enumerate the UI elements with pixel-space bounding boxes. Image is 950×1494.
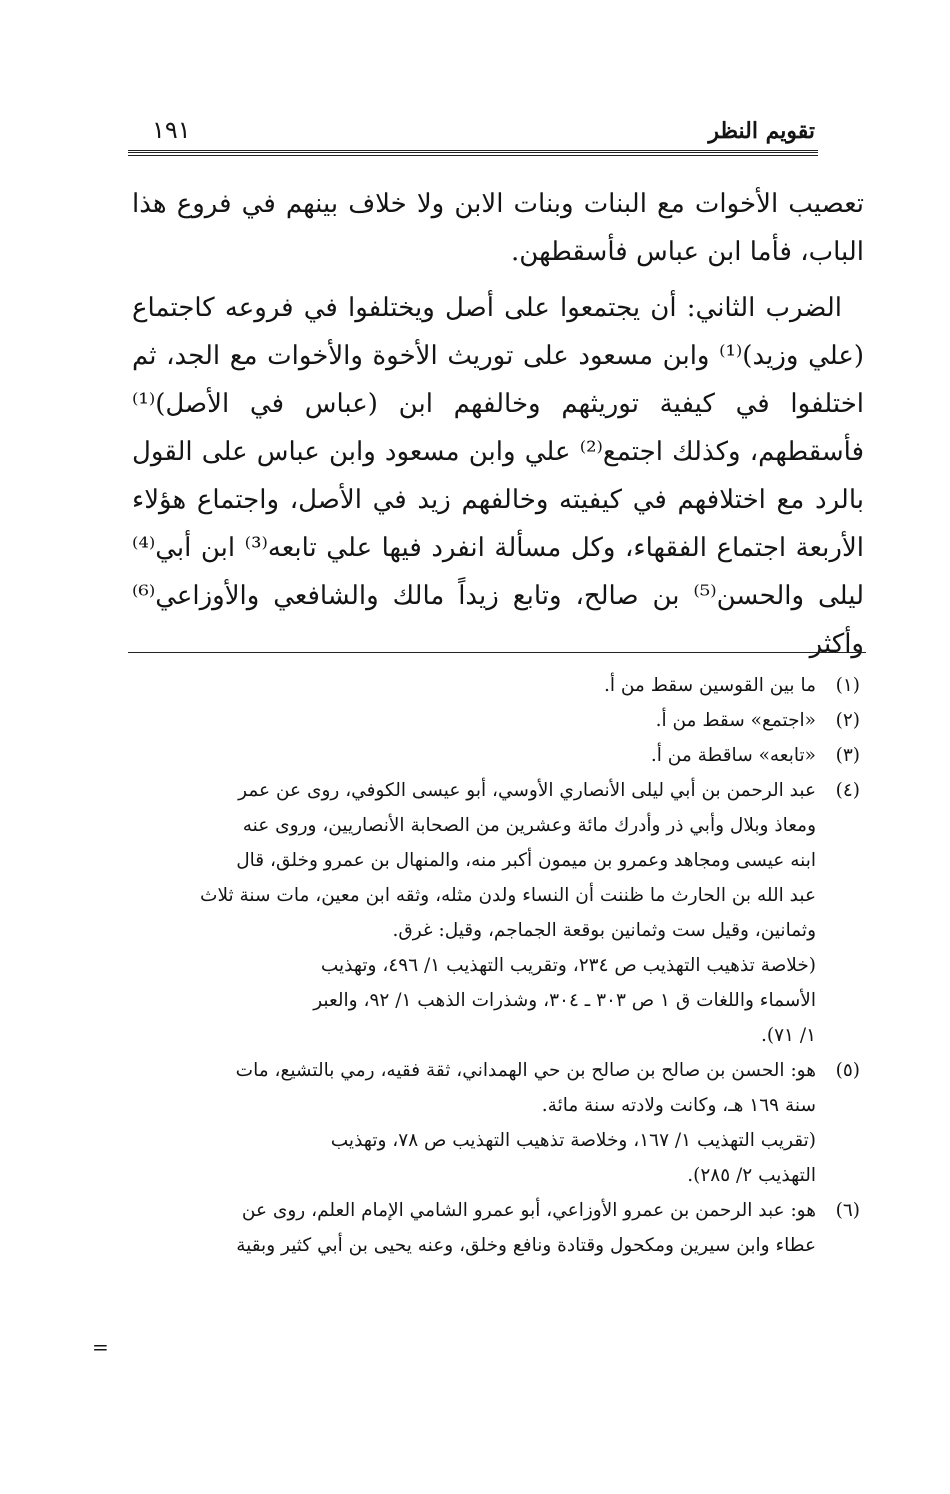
footnote-line: عبد الله بن الحارث ما ظننت أن النساء ولدن مثله، وثقه ابن معين، مات سنة ثلاث	[200, 885, 816, 906]
footnote-number: (٦)	[835, 1200, 860, 1221]
footnote-line: «تابعه» ساقطة من أ.	[650, 745, 816, 766]
footnote-text	[128, 668, 816, 703]
footnote-line: عطاء وابن سيرين ومكحول وقتادة ونافع وخلق، وعنه يحيى بن أبي كثير وبقية	[236, 1235, 816, 1256]
footnote-line: هو: الحسن بن صالح بن صالح بن حي الهمداني، ثقة فقيه، رمي بالتشيع، مات	[235, 1060, 816, 1081]
footnote-number: (٥)	[835, 1060, 860, 1081]
continuation-mark: =	[92, 1335, 109, 1359]
footnote-line: ابنه عيسى ومجاهد وعمرو بن ميمون أكبر منه، والمنهال بن عمرو وخلق، قال	[236, 850, 816, 871]
footnote	[128, 738, 860, 773]
footnote-text	[128, 738, 816, 773]
footnote-line: (خلاصة تذهيب التهذيب ص ٢٣٤، وتقريب التهذيب ١/ ٤٩٦، وتهذيب	[320, 955, 816, 976]
footnote-line: «اجتمع» سقط من أ.	[655, 710, 816, 731]
footnote-number: (٤)	[835, 780, 860, 801]
footnote-line: وثمانين، وقيل ست وثمانين بوقعة الجماجم، وقيل: غرق.	[392, 920, 816, 941]
footnote-line: ومعاذ وبلال وأبي ذر وأدرك مائة وعشرين من الصحابة الأنصاريين، وروى عنه	[242, 815, 816, 836]
running-title: تقويم النظر	[708, 118, 815, 144]
footnote-line: عبد الرحمن بن أبي ليلى الأنصاري الأوسي، أبو عيسى الكوفي، روى عن عمر	[238, 780, 816, 801]
footnote-line: هو: عبد الرحمن بن عمرو الأوزاعي، أبو عمرو الشامي الإمام العلم، روى عن	[241, 1200, 816, 1221]
paragraph-1: تعصيب الأخوات مع البنات وبنات الابن ولا خلاف بينهم في فروع هذا الباب، فأما ابن عباس فأسقطهن.	[132, 189, 864, 267]
footnote-separator	[128, 652, 866, 653]
page-number: ١٩١	[152, 116, 191, 144]
footnote	[128, 703, 860, 738]
footnote-line: سنة ١٦٩ هـ، وكانت ولادته سنة مائة.	[541, 1095, 816, 1116]
footnote-text	[128, 1193, 816, 1263]
main-text	[132, 180, 864, 668]
footnote-text	[128, 1053, 816, 1193]
footnote	[128, 773, 860, 1053]
footnote-text	[128, 703, 816, 738]
footnote-line: ما بين القوسين سقط من أ.	[603, 675, 816, 696]
footnote-number: (١)	[835, 675, 860, 696]
footnote-line: ١/ ٧١).	[760, 1025, 816, 1046]
footnote	[128, 668, 860, 703]
footnote-number: (٣)	[835, 745, 860, 766]
footnote-line: الأسماء واللغات ق ١ ص ٣٠٣ ـ ٣٠٤، وشذرات الذهب ١/ ٩٢، والعبر	[313, 990, 816, 1011]
footnote-number: (٢)	[835, 710, 860, 731]
paragraph-2: الضرب الثاني: أن يجتمعوا على أصل ويختلفوا في فروعه كاجتماع (علي وزيد)⁽¹⁾ وابن مسعود على توريث الأخوة والأخوات مع الجد، ثم اختلفوا في كيفية توريثهم وخالفهم ابن (عباس في الأصل)⁽¹⁾ فأسقطهم، وكذلك اجتمع⁽²⁾ علي وابن مسعود وابن عباس على القول بالرد مع اختلافهم في كيفيته وخالفهم زيد في الأصل، واجتماع هؤلاء الأربعة اجتماع الفقهاء، وكل مسألة انفرد فيها علي تابعه⁽³⁾ ابن أبي⁽⁴⁾ ليلى والحسن⁽⁵⁾ بن صالح، وتابع زيداً مالك والشافعي والأوزاعي⁽⁶⁾ وأكثر	[132, 293, 865, 659]
footnote	[128, 1053, 860, 1193]
header-rule	[128, 150, 818, 156]
footnote-text	[128, 773, 816, 1053]
footnote-line: التهذيب ٢/ ٢٨٥).	[687, 1165, 816, 1186]
footnote-line: (تقريب التهذيب ١/ ١٦٧، وخلاصة تذهيب التهذيب ص ٧٨، وتهذيب	[330, 1130, 816, 1151]
footnote	[128, 1193, 860, 1263]
footnotes	[128, 668, 860, 1263]
